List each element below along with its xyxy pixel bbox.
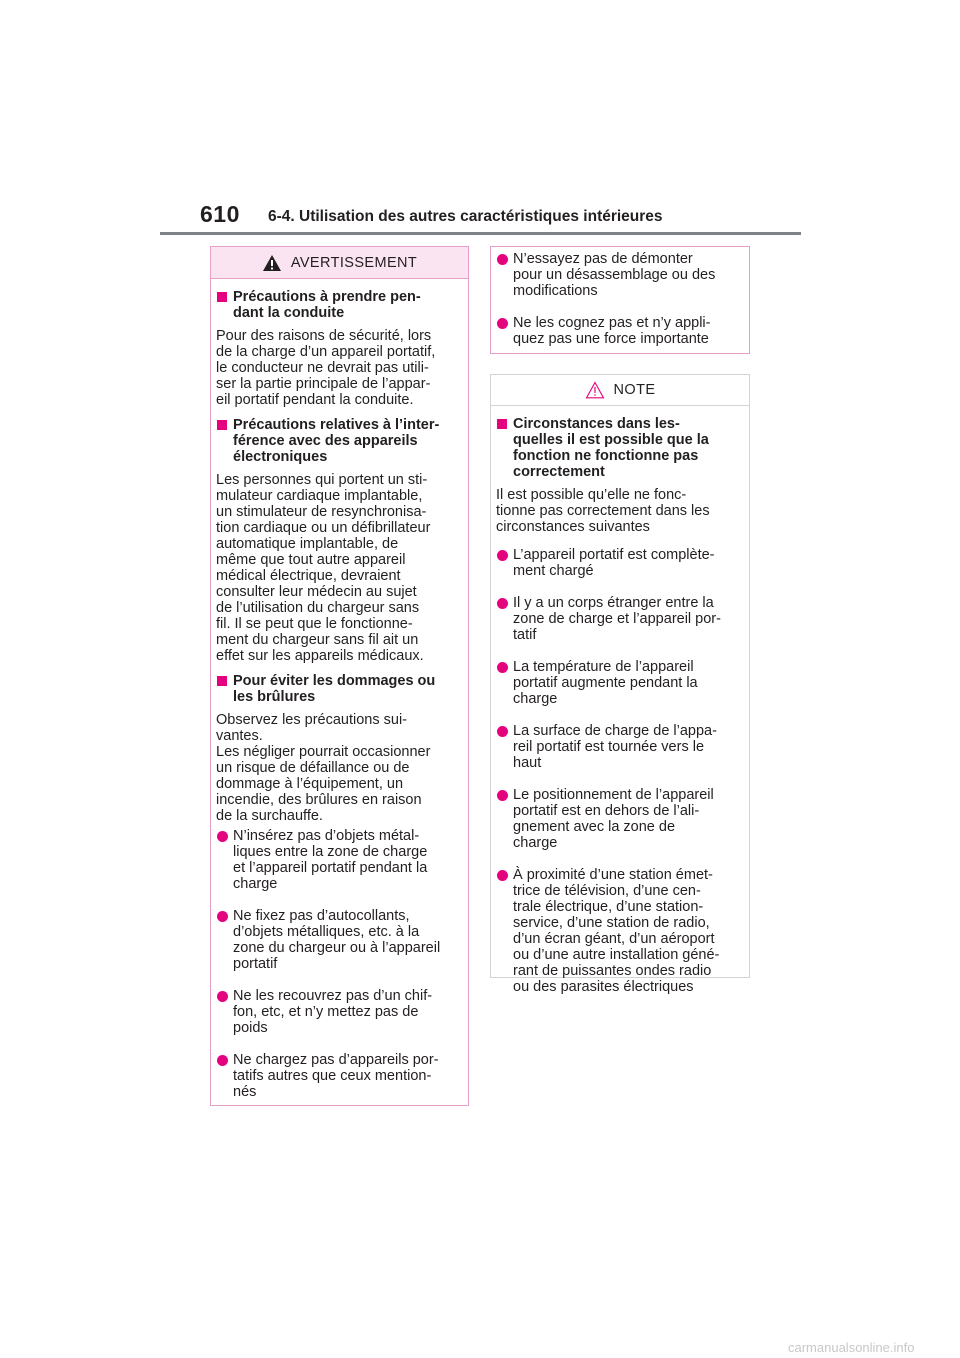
warning-box-title: AVERTISSEMENT (290, 254, 418, 271)
section-paragraph: Les personnes qui portent un sti- mulateur cardiaque implantable, un stimulateur de resynchronisa- tion cardiaque ou un défibrillateur automatique implantable, de même que tout autre appareil médical électrique, devraient consulter leur médecin au sujet de l’utilisation du chargeur sans fil. Il se peut que le fonctionne- ment du chargeur sans fil ait un effet sur les appareils médicaux. (216, 472, 431, 664)
round-bullet-icon (217, 1055, 228, 1066)
section-heading (216, 417, 462, 465)
list-item-text: Le positionnement de l’appareil portatif est en dehors de l’ali- gnement avec la zone de charge (513, 787, 714, 851)
note-box-body (491, 406, 749, 1003)
warning-box-continued (490, 246, 750, 354)
round-bullet-icon (217, 831, 228, 842)
section-heading (216, 289, 462, 321)
round-bullet-icon (497, 790, 508, 801)
section-paragraph: Pour des raisons de sécurité, lors de la charge d’un appareil portatif, le conducteur ne devrait pas utili- ser la partie principale de l’appar- eil portatif pendant la conduite. (216, 328, 436, 408)
warning-box-header (211, 247, 468, 279)
list-item-text: L’appareil portatif est complète- ment chargé (513, 547, 715, 579)
header-divider (160, 232, 801, 235)
list-item (496, 251, 743, 299)
round-bullet-icon (217, 911, 228, 922)
list-item (496, 547, 743, 579)
warning-box-body (211, 279, 468, 1108)
list-item-text: N’insérez pas d’objets métal- liques entre la zone de charge et l’appareil portatif pendant la charge (233, 828, 428, 892)
list-item (216, 1052, 462, 1100)
list-item-text: À proximité d’une station émet- trice de télévision, d’une cen- trale électrique, d’une station- service, d’une station de radio, d’un écran géant, d’un aéroport ou d’une autre installation géné- rant de puissantes ondes radio ou des parasites électriques (513, 867, 720, 995)
list-item-text: La surface de charge de l’appa- reil portatif est tournée vers le haut (513, 723, 717, 771)
list-item-text: Il y a un corps étranger entre la zone de charge et l’appareil por- tatif (513, 595, 721, 643)
round-bullet-icon (497, 662, 508, 673)
note-box-title: NOTE (613, 382, 656, 398)
round-bullet-icon (497, 550, 508, 561)
note-box (490, 374, 750, 995)
warning-section (216, 417, 462, 664)
square-bullet-icon (217, 676, 227, 686)
warning-continued-body (491, 247, 749, 355)
section-heading (496, 416, 743, 480)
list-item (496, 787, 743, 851)
list-item (496, 867, 743, 995)
list-item-text: N’essayez pas de démonter pour un désassemblage ou des modifications (513, 251, 716, 299)
list-item (216, 988, 462, 1036)
section-heading-text: Précautions relatives à l’inter- férence avec des appareils électroniques (233, 417, 440, 465)
list-item (496, 315, 743, 347)
page-header (0, 0, 960, 240)
round-bullet-icon (497, 598, 508, 609)
list-item (216, 828, 462, 892)
warning-section (216, 673, 462, 1100)
note-box-header (491, 375, 749, 406)
round-bullet-icon (217, 991, 228, 1002)
warning-triangle-icon (262, 254, 282, 272)
round-bullet-icon (497, 318, 508, 329)
warning-box (210, 246, 469, 1106)
list-item (496, 659, 743, 707)
caution-outline-icon (585, 381, 605, 399)
list-item (496, 723, 743, 771)
list-item-text: Ne les cognez pas et n’y appli- quez pas une force importante (513, 315, 711, 347)
round-bullet-icon (497, 726, 508, 737)
section-heading-text: Précautions à prendre pen- dant la conduite (233, 289, 421, 321)
list-item (216, 908, 462, 972)
page-number: 610 (200, 201, 240, 227)
list-item (496, 595, 743, 643)
round-bullet-icon (497, 254, 508, 265)
watermark: carmanualsonline.info (788, 1340, 915, 1355)
square-bullet-icon (497, 419, 507, 429)
round-bullet-icon (497, 870, 508, 881)
section-paragraph: Observez les précautions sui- vantes. Les négliger pourrait occasionner un risque de défaillance ou de dommage à l’équipement, un incendie, des brûlures en raison de la surchauffe. (216, 712, 431, 824)
square-bullet-icon (217, 292, 227, 302)
section-heading-text: Pour éviter les dommages ou les brûlures (233, 673, 436, 705)
section-paragraph: Il est possible qu’elle ne fonc- tionne pas correctement dans les circonstances suivantes (496, 487, 710, 535)
square-bullet-icon (217, 420, 227, 430)
section-heading-text: Circonstances dans les- quelles il est possible que la fonction ne fonctionne pas correctement (513, 416, 709, 480)
warning-section (216, 289, 462, 408)
list-item-text: La température de l’appareil portatif augmente pendant la charge (513, 659, 698, 707)
section-title: 6-4. Utilisation des autres caractéristiques intérieures (268, 208, 663, 225)
list-item-text: Ne chargez pas d’appareils por- tatifs autres que ceux mention- nés (233, 1052, 439, 1100)
list-item-text: Ne les recouvrez pas d’un chif- fon, etc, et n’y mettez pas de poids (233, 988, 433, 1036)
list-item-text: Ne fixez pas d’autocollants, d’objets métalliques, etc. à la zone du chargeur ou à l’appareil portatif (233, 908, 441, 972)
section-heading (216, 673, 462, 705)
